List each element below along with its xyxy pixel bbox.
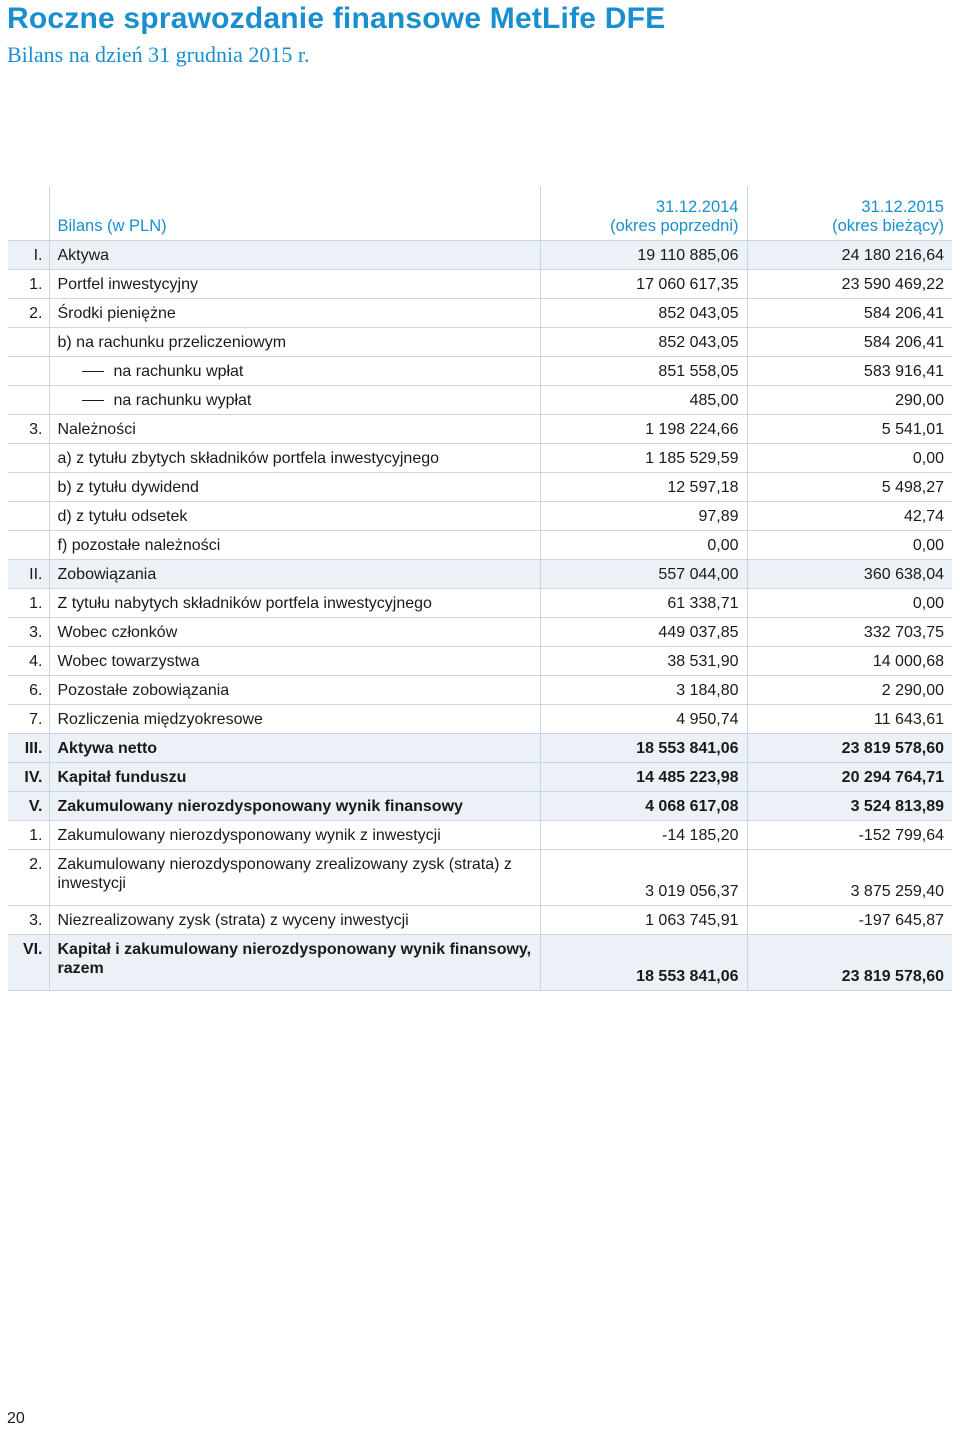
row-label: Wobec członków xyxy=(49,618,540,647)
row-number: 2. xyxy=(8,299,49,328)
table-row xyxy=(8,415,952,444)
row-number: 3. xyxy=(8,415,49,444)
row-label: f) pozostałe należności xyxy=(49,531,540,560)
row-value-2015: 360 638,04 xyxy=(747,560,952,589)
row-number: IV. xyxy=(8,763,49,792)
dash-icon xyxy=(82,371,104,372)
table-row xyxy=(8,560,952,589)
row-label: Należności xyxy=(49,415,540,444)
table-row xyxy=(8,241,952,270)
row-value-2014: 1 063 745,91 xyxy=(540,906,747,935)
row-label: b) na rachunku przeliczeniowym xyxy=(49,328,540,357)
row-value-2015: -197 645,87 xyxy=(747,906,952,935)
row-label: Kapitał funduszu xyxy=(49,763,540,792)
header-label: Bilans (w PLN) xyxy=(49,186,540,241)
row-value-2015: 583 916,41 xyxy=(747,357,952,386)
row-number xyxy=(8,328,49,357)
row-value-2014: 18 553 841,06 xyxy=(540,935,747,991)
row-label: Kapitał i zakumulowany nierozdysponowany wynik finansowy, razem xyxy=(49,935,540,991)
row-value-2014: 61 338,71 xyxy=(540,589,747,618)
row-value-2014: 852 043,05 xyxy=(540,299,747,328)
row-value-2014: 12 597,18 xyxy=(540,473,747,502)
row-label: Wobec towarzystwa xyxy=(49,647,540,676)
row-number: 3. xyxy=(8,906,49,935)
balance-sheet-table xyxy=(8,186,952,991)
row-number: III. xyxy=(8,734,49,763)
row-number: I. xyxy=(8,241,49,270)
row-value-2014: -14 185,20 xyxy=(540,821,747,850)
row-value-2014: 3 019 056,37 xyxy=(540,850,747,906)
row-label: Pozostałe zobowiązania xyxy=(49,676,540,705)
row-number xyxy=(8,357,49,386)
row-value-2015: 5 498,27 xyxy=(747,473,952,502)
row-label: Aktywa xyxy=(49,241,540,270)
table-row xyxy=(8,734,952,763)
row-number: 1. xyxy=(8,270,49,299)
table-row xyxy=(8,618,952,647)
row-number: 3. xyxy=(8,618,49,647)
row-value-2014: 38 531,90 xyxy=(540,647,747,676)
row-number xyxy=(8,502,49,531)
row-number: 4. xyxy=(8,647,49,676)
row-label: Z tytułu nabytych składników portfela inwestycyjnego xyxy=(49,589,540,618)
page-title: Roczne sprawozdanie finansowe MetLife DFE xyxy=(7,2,666,35)
row-value-2014: 19 110 885,06 xyxy=(540,241,747,270)
row-number: 7. xyxy=(8,705,49,734)
row-label: Portfel inwestycyjny xyxy=(49,270,540,299)
row-value-2015: 14 000,68 xyxy=(747,647,952,676)
row-value-2015: 42,74 xyxy=(747,502,952,531)
header-2015 xyxy=(747,186,952,241)
row-label: Zakumulowany nierozdysponowany wynik z inwestycji xyxy=(49,821,540,850)
row-number: 6. xyxy=(8,676,49,705)
row-value-2014: 0,00 xyxy=(540,531,747,560)
dash-icon xyxy=(82,400,104,401)
table-row xyxy=(8,935,952,991)
row-value-2015: 3 875 259,40 xyxy=(747,850,952,906)
row-number xyxy=(8,386,49,415)
row-value-2015: 3 524 813,89 xyxy=(747,792,952,821)
row-value-2015: 584 206,41 xyxy=(747,328,952,357)
row-label: Zakumulowany nierozdysponowany zrealizowany zysk (strata) z inwestycji xyxy=(49,850,540,906)
header-2014-note: (okres poprzedni) xyxy=(610,217,739,235)
row-value-2014: 449 037,85 xyxy=(540,618,747,647)
table-row xyxy=(8,792,952,821)
table-row xyxy=(8,502,952,531)
row-number: 2. xyxy=(8,850,49,906)
row-value-2015: 0,00 xyxy=(747,589,952,618)
row-label: Zakumulowany nierozdysponowany wynik finansowy xyxy=(49,792,540,821)
row-value-2014: 4 950,74 xyxy=(540,705,747,734)
row-value-2015: 0,00 xyxy=(747,444,952,473)
row-value-2015: 11 643,61 xyxy=(747,705,952,734)
row-number xyxy=(8,531,49,560)
row-value-2015: 23 819 578,60 xyxy=(747,935,952,991)
row-label: na rachunku wypłat xyxy=(113,391,252,409)
row-value-2014: 97,89 xyxy=(540,502,747,531)
table-row xyxy=(8,386,952,415)
row-number: 1. xyxy=(8,589,49,618)
row-number: VI. xyxy=(8,935,49,991)
page-subtitle: Bilans na dzień 31 grudnia 2015 r. xyxy=(7,42,310,67)
row-value-2015: 332 703,75 xyxy=(747,618,952,647)
row-value-2015: 24 180 216,64 xyxy=(747,241,952,270)
header-2015-date: 31.12.2015 xyxy=(861,198,944,216)
table-row xyxy=(8,850,952,906)
table-row xyxy=(8,473,952,502)
row-value-2015: 5 541,01 xyxy=(747,415,952,444)
row-value-2015: 23 819 578,60 xyxy=(747,734,952,763)
table-row xyxy=(8,647,952,676)
row-label-cell xyxy=(49,386,540,415)
row-value-2014: 3 184,80 xyxy=(540,676,747,705)
row-value-2015: 584 206,41 xyxy=(747,299,952,328)
table-row xyxy=(8,906,952,935)
row-value-2015: 2 290,00 xyxy=(747,676,952,705)
row-value-2015: 23 590 469,22 xyxy=(747,270,952,299)
row-value-2014: 485,00 xyxy=(540,386,747,415)
table-header-row xyxy=(8,186,952,241)
page-number: 20 xyxy=(7,1410,25,1427)
row-number: II. xyxy=(8,560,49,589)
row-label: Środki pieniężne xyxy=(49,299,540,328)
row-label: Rozliczenia międzyokresowe xyxy=(49,705,540,734)
row-label: Niezrealizowany zysk (strata) z wyceny inwestycji xyxy=(49,906,540,935)
row-value-2015: 290,00 xyxy=(747,386,952,415)
table-row xyxy=(8,531,952,560)
row-number xyxy=(8,473,49,502)
row-value-2014: 18 553 841,06 xyxy=(540,734,747,763)
row-value-2014: 1 198 224,66 xyxy=(540,415,747,444)
row-number xyxy=(8,444,49,473)
header-2015-note: (okres bieżący) xyxy=(832,217,944,235)
row-value-2014: 14 485 223,98 xyxy=(540,763,747,792)
header-number-cell xyxy=(8,186,49,241)
row-value-2014: 1 185 529,59 xyxy=(540,444,747,473)
table-row xyxy=(8,589,952,618)
header-2014 xyxy=(540,186,747,241)
row-value-2015: 0,00 xyxy=(747,531,952,560)
row-label: a) z tytułu zbytych składników portfela inwestycyjnego xyxy=(49,444,540,473)
row-label: b) z tytułu dywidend xyxy=(49,473,540,502)
row-value-2015: -152 799,64 xyxy=(747,821,952,850)
row-value-2014: 17 060 617,35 xyxy=(540,270,747,299)
header-2014-date: 31.12.2014 xyxy=(655,198,739,216)
row-value-2014: 4 068 617,08 xyxy=(540,792,747,821)
table-row xyxy=(8,705,952,734)
table-row xyxy=(8,299,952,328)
row-number: V. xyxy=(8,792,49,821)
row-number: 1. xyxy=(8,821,49,850)
row-value-2014: 852 043,05 xyxy=(540,328,747,357)
table-row xyxy=(8,270,952,299)
row-label-cell xyxy=(49,357,540,386)
row-label: d) z tytułu odsetek xyxy=(49,502,540,531)
row-value-2014: 851 558,05 xyxy=(540,357,747,386)
table-row xyxy=(8,821,952,850)
row-value-2015: 20 294 764,71 xyxy=(747,763,952,792)
row-value-2014: 557 044,00 xyxy=(540,560,747,589)
table-row xyxy=(8,357,952,386)
row-label: na rachunku wpłat xyxy=(113,362,244,380)
table-row xyxy=(8,676,952,705)
table-row xyxy=(8,763,952,792)
row-label: Zobowiązania xyxy=(49,560,540,589)
table-row xyxy=(8,328,952,357)
table-row xyxy=(8,444,952,473)
row-label: Aktywa netto xyxy=(49,734,540,763)
